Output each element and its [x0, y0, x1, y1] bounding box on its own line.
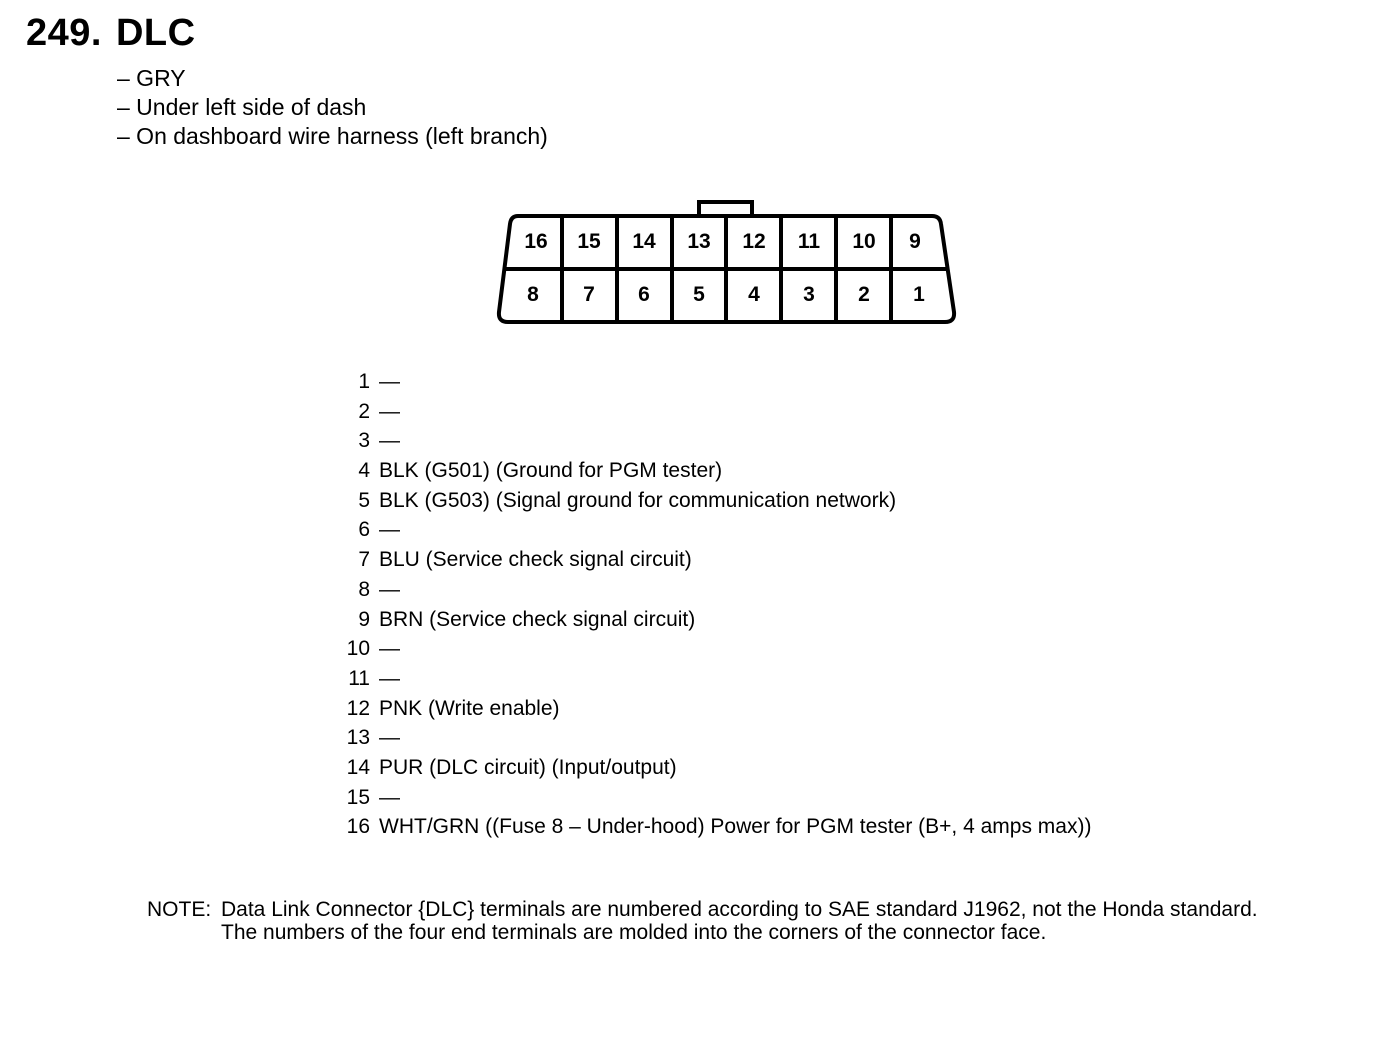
note — [147, 898, 1258, 944]
pin-number: 2 — [358, 399, 370, 423]
pin-description: — — [379, 637, 400, 661]
terminal-label: 8 — [527, 283, 539, 306]
note-text-line2: The numbers of the four end terminals are molded into the corners of the connector face. — [221, 921, 1047, 944]
note-label: NOTE: — [147, 898, 212, 921]
pin-number: 15 — [346, 785, 370, 809]
terminal-label: 7 — [583, 283, 595, 306]
pin-number: 1 — [358, 370, 370, 393]
pin-number: 9 — [358, 607, 370, 631]
terminal-label: 14 — [632, 230, 656, 253]
pin-number: 5 — [358, 488, 370, 512]
pin-number: 16 — [346, 815, 370, 839]
pin-row — [336, 515, 1091, 545]
connector-diagram — [490, 196, 970, 336]
terminal-label: 16 — [524, 230, 548, 253]
pin-description: WHT/GRN ((Fuse 8 – Under-hood) Power for PGM tester (B+, 4 amps max)) — [379, 815, 1092, 839]
pin-row — [336, 605, 1091, 635]
pin-row — [336, 723, 1091, 753]
pin-row — [336, 545, 1091, 575]
pin-description: — — [379, 666, 400, 690]
pin-number: 13 — [346, 726, 370, 750]
terminal-label: 15 — [577, 230, 601, 253]
pin-row — [336, 456, 1091, 486]
pin-row — [336, 575, 1091, 605]
terminal-label: 10 — [852, 230, 876, 253]
pin-row — [336, 783, 1091, 813]
pin-row — [336, 664, 1091, 694]
pin-description: BLK (G503) (Signal ground for communication network) — [379, 488, 897, 512]
pin-row — [336, 694, 1091, 724]
pin-number: 7 — [358, 548, 370, 572]
pin-row — [336, 397, 1091, 427]
pin-number: 14 — [346, 755, 370, 779]
description-line: – GRY — [117, 65, 186, 91]
note-text-line1: Data Link Connector {DLC} terminals are numbered according to SAE standard J1962, not the Honda standard. — [221, 898, 1258, 921]
pin-number: 4 — [358, 459, 370, 483]
description-line: – On dashboard wire harness (left branch) — [117, 123, 548, 149]
connector-key-tab — [699, 202, 752, 216]
pin-row — [336, 486, 1091, 516]
pin-description: PNK (Write enable) — [379, 696, 560, 720]
pin-number: 3 — [358, 429, 370, 453]
pin-description: — — [379, 577, 400, 601]
pin-row — [336, 812, 1091, 842]
terminal-label: 11 — [797, 230, 821, 253]
terminal-label: 5 — [693, 283, 705, 306]
pin-number: 8 — [358, 577, 370, 601]
pin-row — [336, 753, 1091, 783]
pin-description: — — [379, 399, 400, 423]
pin-description: PUR (DLC circuit) (Input/output) — [379, 755, 677, 779]
pin-number: 10 — [346, 637, 370, 661]
page-title — [26, 12, 196, 55]
pin-description: BLU (Service check signal circuit) — [379, 548, 692, 572]
pin-description: — — [379, 785, 400, 809]
terminal-label: 3 — [803, 283, 815, 306]
pin-row — [336, 367, 1091, 397]
terminal-label: 12 — [742, 230, 766, 253]
terminal-label: 2 — [858, 283, 870, 306]
pin-row — [336, 426, 1091, 456]
terminal-label: 6 — [638, 283, 650, 306]
pinout-list — [336, 367, 1091, 842]
pin-number: 6 — [358, 518, 370, 542]
section-number: 249. — [26, 12, 102, 54]
pin-description: BLK (G501) (Ground for PGM tester) — [379, 459, 723, 483]
pin-description: — — [379, 370, 400, 393]
connector-description — [117, 64, 548, 151]
terminal-label: 9 — [909, 230, 921, 253]
pin-row — [336, 634, 1091, 664]
terminal-label: 4 — [748, 283, 760, 306]
pin-description: — — [379, 726, 400, 750]
pin-description: — — [379, 518, 400, 542]
pin-number: 11 — [348, 666, 370, 690]
pin-description: BRN (Service check signal circuit) — [379, 607, 696, 631]
pin-description: — — [379, 429, 400, 453]
description-line: – Under left side of dash — [117, 94, 367, 120]
pin-number: 12 — [346, 696, 370, 720]
section-name: DLC — [115, 12, 196, 54]
terminal-label: 1 — [913, 283, 925, 306]
terminal-label: 13 — [687, 230, 711, 253]
